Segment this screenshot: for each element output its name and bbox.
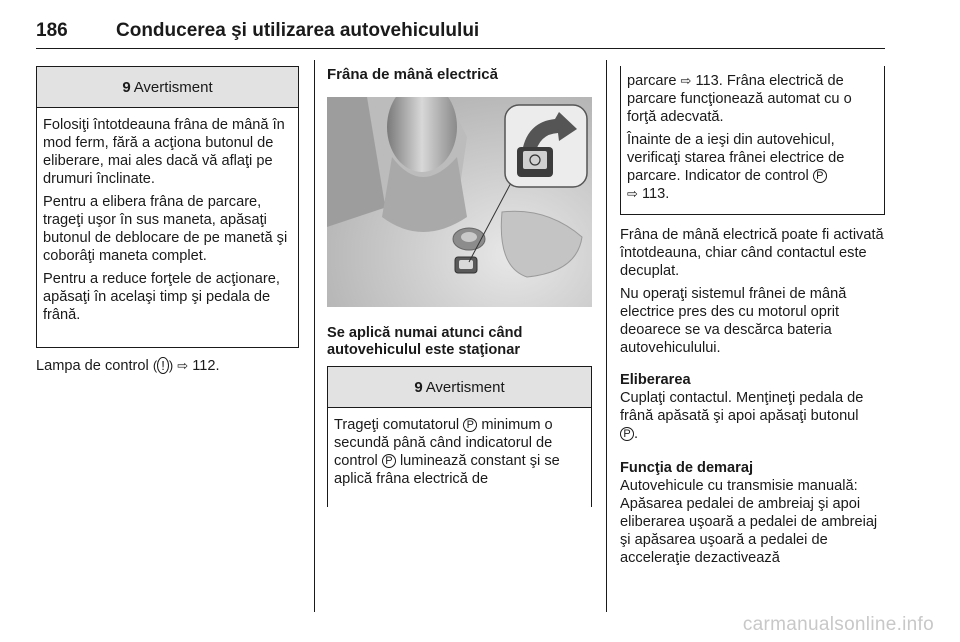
paragraph-activation: Frâna de mână electrică poate fi activată întotdeauna, chiar când contactul este decuplat. xyxy=(620,227,884,279)
paragraph-battery: Nu operaţi sistemul frânei de mână electrice pres des cu motorul oprit deoarece se va descărca bateria autovehiculului. xyxy=(620,286,847,356)
section-title-electric-brake: Frâna de mână electrică xyxy=(327,66,498,83)
release-section xyxy=(620,371,890,443)
page-ref-arrow-icon: ⇨ xyxy=(627,186,638,201)
page-title: Conducerea şi utilizarea autovehiculului xyxy=(116,20,480,41)
warning-paragraph xyxy=(627,72,878,126)
warning-text: parcare xyxy=(627,73,677,89)
lamp-page-ref: 112. xyxy=(192,358,220,374)
release-text: Cuplaţi contactul. Menţineţi pedala de frână apăsată şi apoi apăsaţi butonul P . xyxy=(620,390,864,442)
start-heading: Funcţia de demaraj xyxy=(620,460,754,476)
warning-box-electric xyxy=(327,366,592,507)
console-illustration xyxy=(327,97,592,307)
subheading-stationary: Se aplică numai atunci când autovehiculul este staţionar xyxy=(327,325,523,358)
warning-body xyxy=(328,408,591,488)
page-ref-arrow-icon: ⇨ xyxy=(177,358,189,373)
page-ref-arrow-icon: ⇨ xyxy=(680,73,692,88)
warning-body xyxy=(37,108,298,324)
warning-box-brake xyxy=(36,66,299,348)
watermark: carmanualsonline.info xyxy=(742,614,934,635)
parking-brake-icon: P xyxy=(620,427,634,441)
warning-title: Avertisment xyxy=(425,378,505,396)
page-header xyxy=(36,20,479,42)
release-body: Cuplaţi contactul. Menţineţi pedala de frână apăsată şi apoi apăsaţi butonul xyxy=(620,390,864,424)
lamp-text: Lampa de control xyxy=(36,358,149,374)
parking-brake-icon: P xyxy=(382,454,396,468)
warning-text: 113. xyxy=(641,186,670,202)
brake-lamp-icon: ( ! ) xyxy=(152,358,174,373)
warning-triangle-icon: 9 xyxy=(414,378,423,396)
page-number: 186 xyxy=(36,20,68,41)
parking-brake-photo xyxy=(327,97,592,307)
warning-header xyxy=(328,367,591,408)
warning-text: minimum o secundă până când indicatorul de control xyxy=(334,417,553,469)
warning-text: 113. Frâna electrică de parcare funcţionează automat cu o forţă adecvată. xyxy=(627,73,852,125)
warning-paragraph: Pentru a elibera frâna de parcare, trageţi uşor în sus maneta, apăsaţi butonul de deblocare de pe manetă şi coborâţi maneta complet. xyxy=(43,194,288,264)
warning-title: Avertisment xyxy=(133,78,213,96)
warning-text: Trageţi comutatorul xyxy=(334,417,460,433)
start-text: Autovehicule cu transmisie manuală: Apăsarea pedalei de ambreiaj şi apoi eliberarea uşoară a pedalei de ambreiaj şi apăsarea uşoară a pedalei de acceleraţie dezactivează xyxy=(620,478,878,566)
release-heading: Eliberarea xyxy=(620,372,691,388)
warning-triangle-icon: 9 xyxy=(122,78,131,96)
warning-box-continued xyxy=(620,66,885,215)
column-3-body xyxy=(620,226,890,362)
warning-paragraph: Pentru a reduce forţele de acţionare, apăsaţi în acelaşi timp şi pedala de frână. xyxy=(43,271,280,323)
parking-brake-icon: P xyxy=(463,418,477,432)
header-rule xyxy=(36,48,885,49)
lamp-reference xyxy=(36,357,306,375)
parking-brake-icon: P xyxy=(813,169,827,183)
warning-text: luminează constant şi se aplică frâna electrică de xyxy=(334,453,560,487)
column-divider-1 xyxy=(314,60,315,612)
warning-paragraph xyxy=(627,131,878,203)
warning-header xyxy=(37,67,298,108)
warning-text: Înainte de a ieşi din autovehicul, verificaţi starea frânei electrice de parcare. Indicator de control xyxy=(627,132,845,184)
warning-paragraph: Folosiţi întotdeauna frâna de mână în mod ferm, fără a acţiona butonul de eliberare, mai ales dacă vă aflaţi pe drumuri înclinate. xyxy=(43,117,285,187)
start-section xyxy=(620,459,890,567)
column-divider-2 xyxy=(606,60,607,612)
warning-paragraph xyxy=(334,416,585,488)
